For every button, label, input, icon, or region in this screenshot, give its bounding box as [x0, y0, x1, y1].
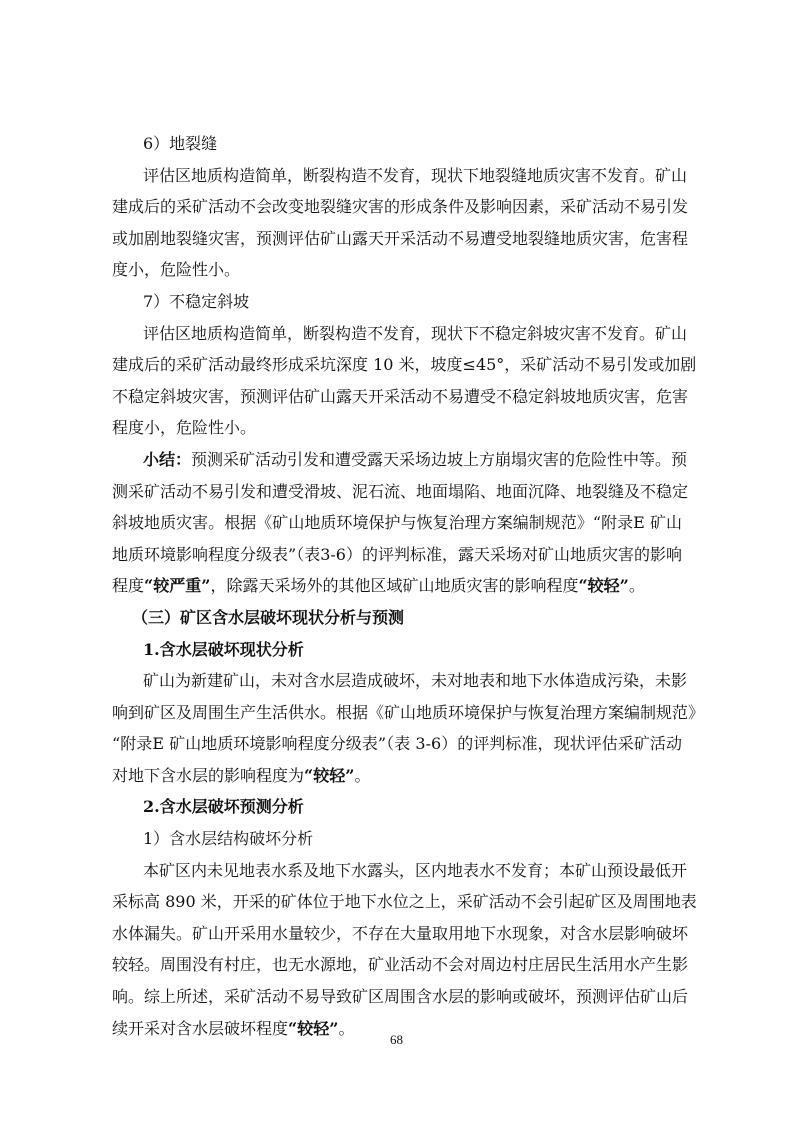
summary-line: 地质环境影响程度分级表”（表3-6）的评判标准，露天采场对矿山地质灾害的影响: [112, 544, 682, 564]
summary-text: 预测采矿活动引发和遭受露天采场边坡上方崩塌灾害的危险性中等。预: [191, 449, 688, 469]
summary-line: [112, 570, 682, 602]
paragraph-text: 对地下含水层的影响程度为: [112, 765, 305, 785]
emphasis-text: “较严重”: [144, 576, 211, 596]
paragraph-line: 建成后的采矿活动最终形成采坑深度 10 米，坡度≤45°，采矿活动不易引发或加剧: [112, 355, 697, 375]
summary-line: 斜坡地质灾害。根据《矿山地质环境保护与恢复治理方案编制规范》“附录E 矿山: [112, 513, 682, 533]
paragraph-text: 。: [338, 1018, 355, 1038]
page-number: 68: [390, 1032, 403, 1047]
paragraph-line: 响到矿区及周围生产生活供水。根据《矿山地质环境保护与恢复治理方案编制规范》: [112, 702, 705, 722]
paragraph-line: 建成后的采矿活动不会改变地裂缝灾害的形成条件及影响因素，采矿活动不易引发: [112, 197, 689, 217]
paragraph-line: 水体漏失。矿山开采用水量较少，不存在大量取用地下水现象，对含水层影响破坏: [112, 923, 689, 943]
summary-text: ，除露天采场外的其他区域矿山地质灾害的影响程度: [210, 576, 579, 596]
paragraph-text: 续开采对含水层破坏程度: [112, 1018, 289, 1038]
part-heading-aquifer: （三）矿区含水层破坏现状分析与预测: [132, 607, 405, 627]
section-heading-unstable-slope: 7）不稳定斜坡: [143, 291, 250, 311]
paragraph-line: 评估区地质构造简单，断裂构造不发育，现状下不稳定斜坡灾害不发育。矿山: [143, 323, 688, 343]
paragraph-line: [112, 760, 682, 792]
emphasis-text: “较轻”: [578, 576, 629, 596]
paragraph-line: 度小，危险性小。: [112, 260, 241, 280]
paragraph-line: 本矿区内未见地表水系及地下水露头，区内地表水不发育；本矿山预设最低开: [143, 860, 688, 880]
page-body: [112, 128, 705, 1044]
subsection-heading-current-analysis: 1.含水层破坏现状分析: [143, 639, 304, 659]
paragraph-line: 评估区地质构造简单，断裂构造不发育，现状下地裂缝地质灾害不发育。矿山: [143, 165, 688, 185]
item-heading-structure-damage: 1）含水层结构破坏分析: [143, 829, 314, 849]
paragraph-line: 采标高 890 米，开采的矿体位于地下水位之上，采矿活动不会引起矿区及周围地表: [112, 892, 697, 912]
paragraph-line: 或加剧地裂缝灾害，预测评估矿山露天开采活动不易遭受地裂缝地质灾害，危害程: [112, 228, 689, 248]
summary-label: 小结：: [143, 449, 192, 469]
summary-line: [112, 444, 688, 476]
emphasis-text: “较轻”: [288, 1018, 339, 1038]
subsection-heading-prediction-analysis: 2.含水层破坏预测分析: [143, 797, 304, 817]
emphasis-text: “较轻”: [304, 765, 355, 785]
paragraph-text: 。: [354, 765, 371, 785]
paragraph-line: “附录E 矿山地质环境影响程度分级表”（表 3-6）的评判标准，现状评估采矿活动: [112, 734, 682, 754]
paragraph-line: 响。综上所述，采矿活动不易导致矿区周围含水层的影响或破坏，预测评估矿山后: [112, 987, 689, 1007]
paragraph-line: 矿山为新建矿山，未对含水层造成破坏，未对地表和地下水体造成污染，未影: [143, 671, 688, 691]
section-heading-ground-fissure: 6）地裂缝: [143, 134, 218, 153]
paragraph-line: 较轻。周围没有村庄，也无水源地，矿业活动不会对周边村庄居民生活用水产生影: [112, 955, 689, 975]
summary-line: 测采矿活动不易引发和遭受滑坡、泥石流、地面塌陷、地面沉降、地裂缝及不稳定: [112, 481, 689, 501]
summary-text: 。: [628, 576, 645, 596]
paragraph-line: 程度小，危险性小。: [112, 418, 257, 438]
paragraph-line: 不稳定斜坡灾害，预测评估矿山露天开采活动不易遭受不稳定斜坡地质灾害，危害: [112, 386, 689, 406]
summary-text: 程度: [112, 576, 145, 596]
